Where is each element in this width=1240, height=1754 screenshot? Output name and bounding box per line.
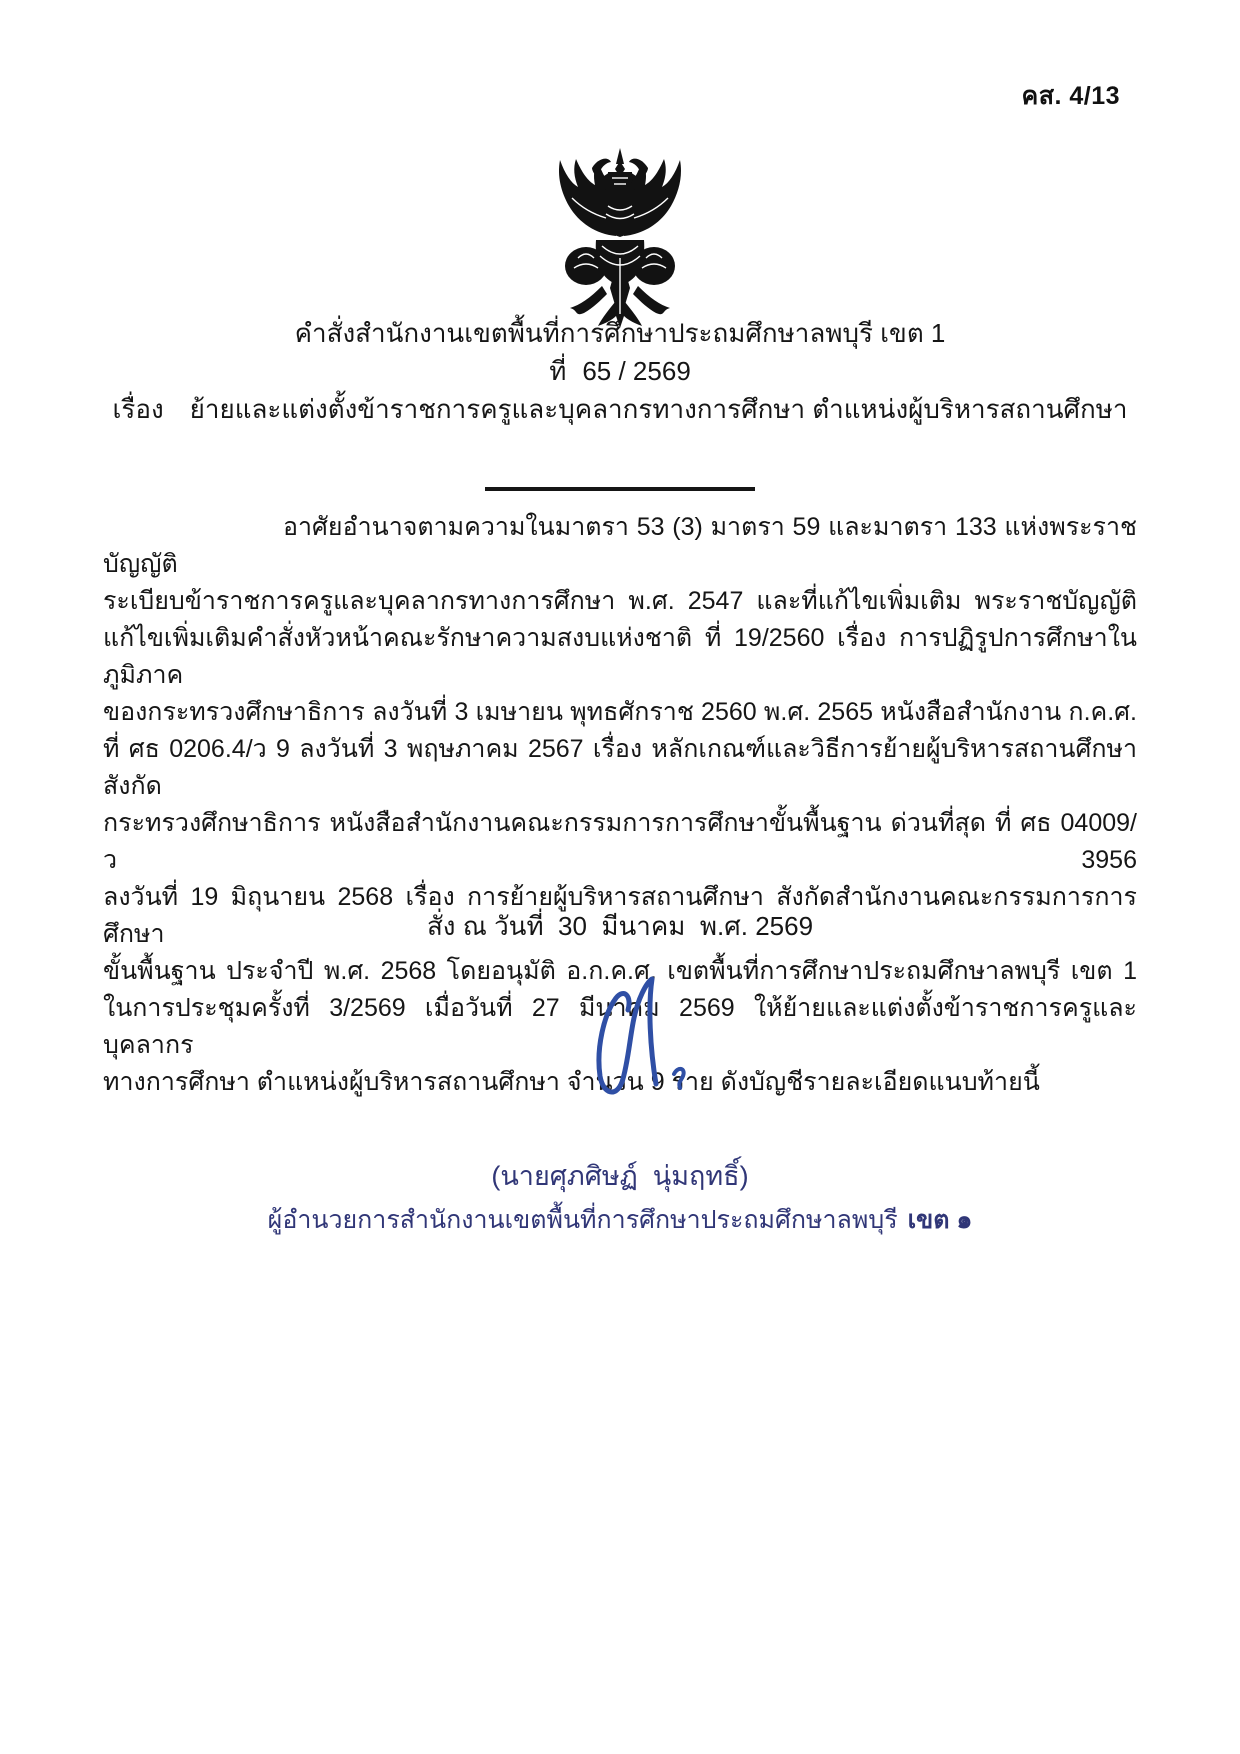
- body-line: ขั้นพื้นฐาน ประจำปี พ.ศ. 2568 โดยอนุมัติ อ.ก.ค.ศ. เขตพื้นที่การศึกษาประถมศึกษาลพบุรี เขต 1: [103, 957, 1137, 985]
- body-line: แก้ไขเพิ่มเติมคำสั่งหัวหน้าคณะรักษาความสงบแห่งชาติ ที่ 19/2560 เรื่อง การปฏิรูปการศึกษาในภูมิภาค: [103, 624, 1137, 689]
- document-header: [0, 314, 1240, 428]
- body-line: ลงวันที่ 19 มิถุนายน 2568 เรื่อง การย้ายผู้บริหารสถานศึกษา สังกัดสำนักงานคณะกรรมการการศึกษา: [103, 883, 1137, 948]
- order-number-row: [0, 352, 1240, 390]
- garuda-emblem-icon: [544, 146, 696, 330]
- doc-ref-label: คส. 4/13: [1021, 82, 1120, 110]
- subject-text: ย้ายและแต่งตั้งข้าราชการครูและบุคลากรทางการศึกษา ตำแหน่งผู้บริหารสถานศึกษา: [189, 394, 1128, 424]
- handwritten-signature-image: [570, 972, 720, 1122]
- signature-container: [570, 972, 720, 1122]
- signer-name: (นายศุภศิษฏ์ นุ่มฤทธิ์): [491, 1161, 749, 1191]
- body-line: ระเบียบข้าราชการครูและบุคลากรทางการศึกษา พ.ศ. 2547 และที่แก้ไขเพิ่มเติม พระราชบัญญัติ: [103, 587, 1137, 615]
- body-line: ทางการศึกษา ตำแหน่งผู้บริหารสถานศึกษา จำนวน 9 ราย ดังบัญชีรายละเอียดแนบท้ายนี้: [103, 1068, 1040, 1096]
- signer-position-zone: เขต ๑: [907, 1206, 973, 1234]
- order-title: คำสั่งสำนักงานเขตพื้นที่การศึกษาประถมศึกษาลพบุรี เขต 1: [294, 318, 946, 348]
- signer-position: [0, 1200, 1240, 1240]
- header-divider-rule: [485, 487, 755, 491]
- subject-row: [0, 390, 1240, 428]
- order-date-line: สั่ง ณ วันที่ 30 มีนาคม พ.ศ. 2569: [426, 911, 814, 941]
- subject-label: เรื่อง: [112, 394, 164, 424]
- body-line: ของกระทรวงศึกษาธิการ ลงวันที่ 3 เมษายน พุทธศักราช 2560 พ.ศ. 2565 หนังสือสำนักงาน ก.ค.ศ.: [103, 698, 1137, 726]
- signer-position-text: ผู้อำนวยการสำนักงานเขตพื้นที่การศึกษาประถมศึกษาลพบุรี: [267, 1206, 898, 1234]
- order-number-value: 65 / 2569: [582, 356, 691, 386]
- emblem-container: [0, 146, 1240, 330]
- body-line: กระทรวงศึกษาธิการ หนังสือสำนักงานคณะกรรมการการศึกษาขั้นพื้นฐาน ด่วนที่สุด ที่ ศธ 04009/ว 3956: [103, 809, 1137, 874]
- body-line: ในการประชุมครั้งที่ 3/2569 เมื่อวันที่ 27 มีนาคม 2569 ให้ย้ายและแต่งตั้งข้าราชการครูและบุคลากร: [103, 994, 1137, 1059]
- body-line: ที่ ศธ 0206.4/ว 9 ลงวันที่ 3 พฤษภาคม 2567 เรื่อง หลักเกณฑ์และวิธีการย้ายผู้บริหารสถานศึกษา สังกัด: [103, 735, 1137, 800]
- order-number-label: ที่: [549, 356, 567, 386]
- body-line: อาศัยอำนาจตามความในมาตรา 53 (3) มาตรา 59 และมาตรา 133 แห่งพระราชบัญญัติ: [103, 513, 1137, 578]
